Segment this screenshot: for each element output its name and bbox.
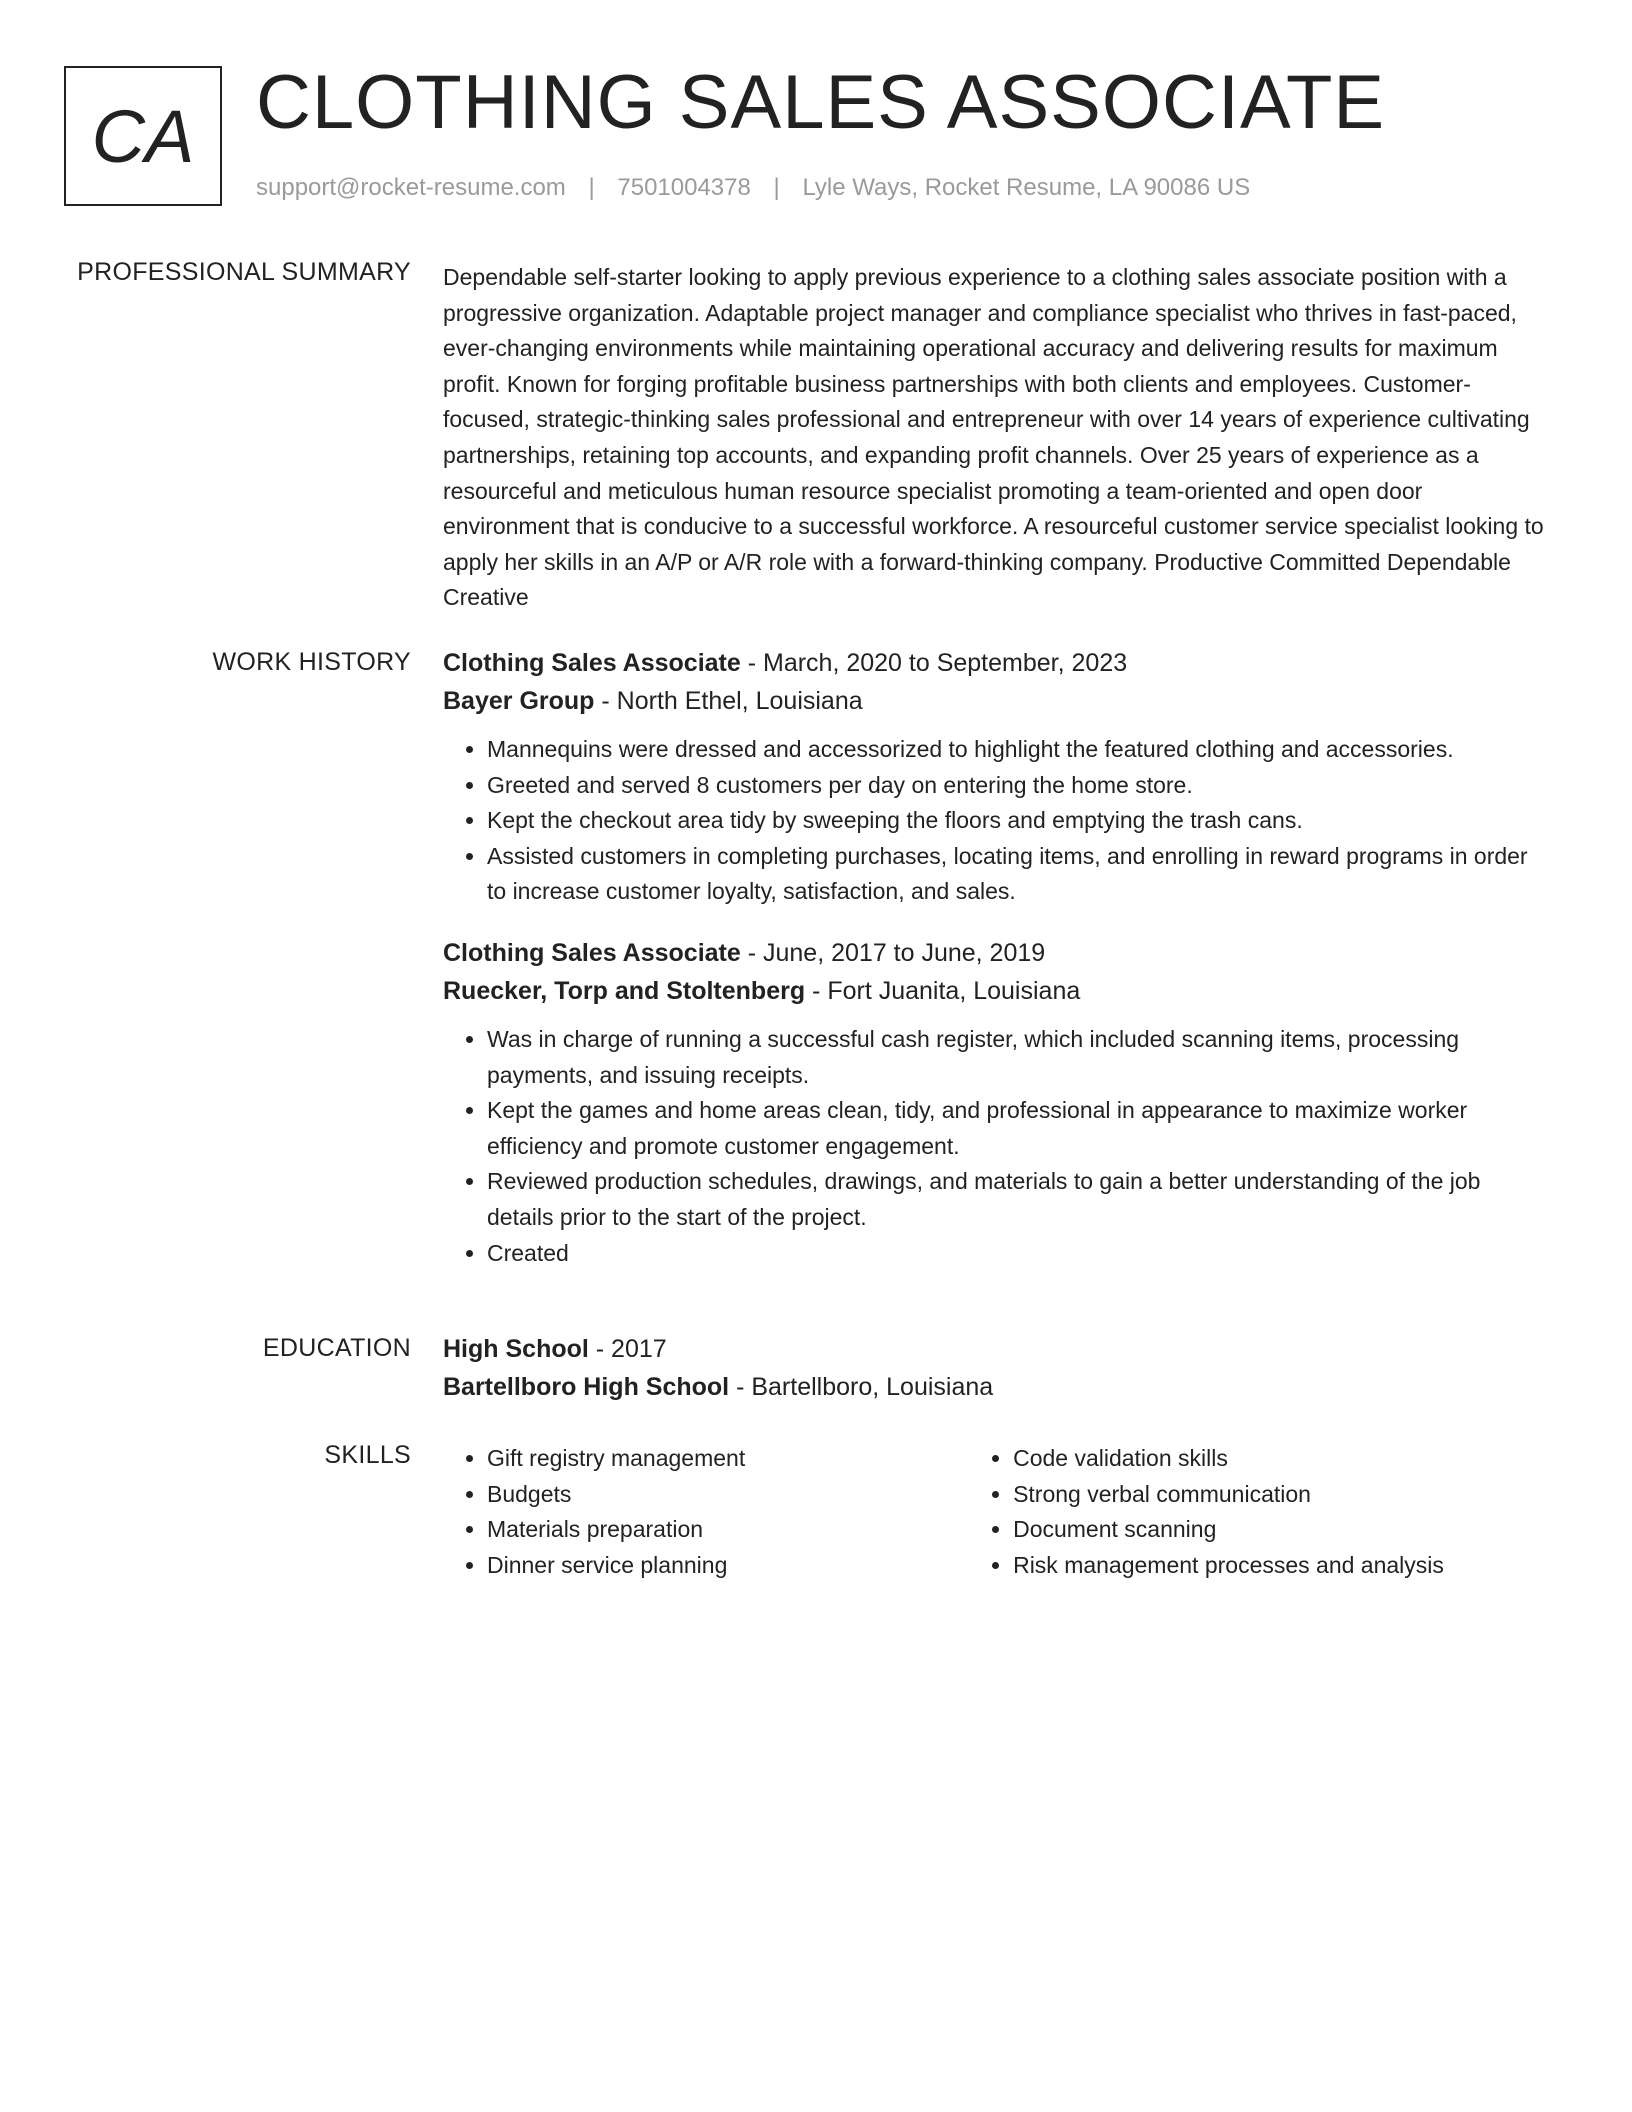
job-company-line: [443, 972, 1553, 1010]
job-bullet: • Reviewed production schedules, drawings, and materials to gain a better understanding of the job details prior to the start of the project.: [487, 1164, 1553, 1235]
education-location: - Bartellboro, Louisiana: [729, 1373, 994, 1401]
job-bullets: [443, 732, 1553, 910]
contact-separator: |: [588, 174, 595, 201]
section-heading-education: EDUCATION: [262, 1334, 411, 1362]
skill-item: • Gift registry management: [487, 1441, 969, 1477]
education-degree-line: [443, 1330, 1553, 1368]
job-location: - Fort Juanita, Louisiana: [805, 976, 1081, 1005]
job-title-line: [443, 934, 1553, 972]
job-bullets: [443, 1022, 1553, 1271]
monogram-badge: CA: [64, 66, 222, 206]
job-entry: [443, 934, 1553, 1271]
job-bullet: • Created: [487, 1236, 1553, 1272]
education-school: Bartellboro High School: [443, 1373, 730, 1401]
skill-item: • Risk management processes and analysis: [1013, 1548, 1553, 1584]
education-year: - 2017: [588, 1335, 667, 1363]
job-title: Clothing Sales Associate: [443, 938, 741, 967]
job-company: Bayer Group: [443, 687, 595, 715]
contact-line: [256, 174, 1250, 202]
skill-item: • Materials preparation: [487, 1512, 969, 1548]
job-title-line: [443, 644, 1553, 682]
job-dates: - March, 2020 to September, 2023: [740, 649, 1128, 677]
skill-item: • Document scanning: [1013, 1512, 1553, 1548]
job-company: Ruecker, Torp and Stoltenberg: [443, 976, 806, 1005]
skills-column-right: [969, 1441, 1553, 1583]
contact-address: Lyle Ways, Rocket Resume, LA 90086 US: [802, 174, 1251, 201]
job-title: Clothing Sales Associate: [443, 649, 741, 677]
skills-grid: [443, 1441, 1553, 1583]
resume-title: CLOTHING SALES ASSOCIATE: [256, 60, 1386, 145]
job-bullet: • Greeted and served 8 customers per day on entering the home store.: [487, 768, 1553, 804]
education-school-line: [443, 1368, 1553, 1406]
job-bullet: • Kept the checkout area tidy by sweeping the floors and emptying the trash cans.: [487, 803, 1553, 839]
job-bullet: • Was in charge of running a successful cash register, which included scanning items, processing payments, and issuing receipts.: [487, 1022, 1553, 1093]
skill-item: • Code validation skills: [1013, 1441, 1553, 1477]
skill-item: • Dinner service planning: [487, 1548, 969, 1584]
section-heading-skills: SKILLS: [324, 1441, 411, 1469]
contact-email: support@rocket-resume.com: [256, 174, 566, 201]
education-degree: High School: [443, 1335, 589, 1363]
contact-separator: |: [773, 174, 780, 201]
job-company-line: [443, 682, 1553, 720]
skill-item: • Strong verbal communication: [1013, 1477, 1553, 1513]
skills-column-left: [443, 1441, 969, 1583]
summary-text: Dependable self-starter looking to apply previous experience to a clothing sales associate position with a progressive organization. Adaptable project manager and compliance specialist who thrives in fast-paced, ever-changing environments while maintaining operational accuracy and delivering results for maximum profit. Known for forging profitable business partnerships with both clients and employees. Customer-focused, strategic-thinking sales professional and entrepreneur with over 14 years of experience cultivating partnerships, retaining top accounts, and expanding profit channels. Over 25 years of experience as a resourceful and meticulous human resource specialist promoting a team-oriented and open door environment that is conducive to a successful workforce. A resourceful customer service specialist looking to apply her skills in an A/P or A/R role with a forward-thinking company. Productive Committed Dependable Creative: [443, 264, 1544, 611]
section-heading-summary: PROFESSIONAL SUMMARY: [77, 258, 411, 286]
job-bullet: • Mannequins were dressed and accessorized to highlight the featured clothing and accessories.: [487, 732, 1553, 768]
job-bullet: • Assisted customers in completing purchases, locating items, and enrolling in reward programs in order to increase customer loyalty, satisfaction, and sales.: [487, 839, 1553, 910]
skill-item: • Budgets: [487, 1477, 969, 1513]
section-heading-work-history: WORK HISTORY: [212, 648, 411, 676]
job-bullet: • Kept the games and home areas clean, tidy, and professional in appearance to maximize worker efficiency and promote customer engagement.: [487, 1093, 1553, 1164]
job-entry: [443, 644, 1553, 910]
job-dates: - June, 2017 to June, 2019: [740, 938, 1046, 967]
job-location: - North Ethel, Louisiana: [594, 687, 863, 715]
contact-phone: 7501004378: [617, 174, 751, 201]
